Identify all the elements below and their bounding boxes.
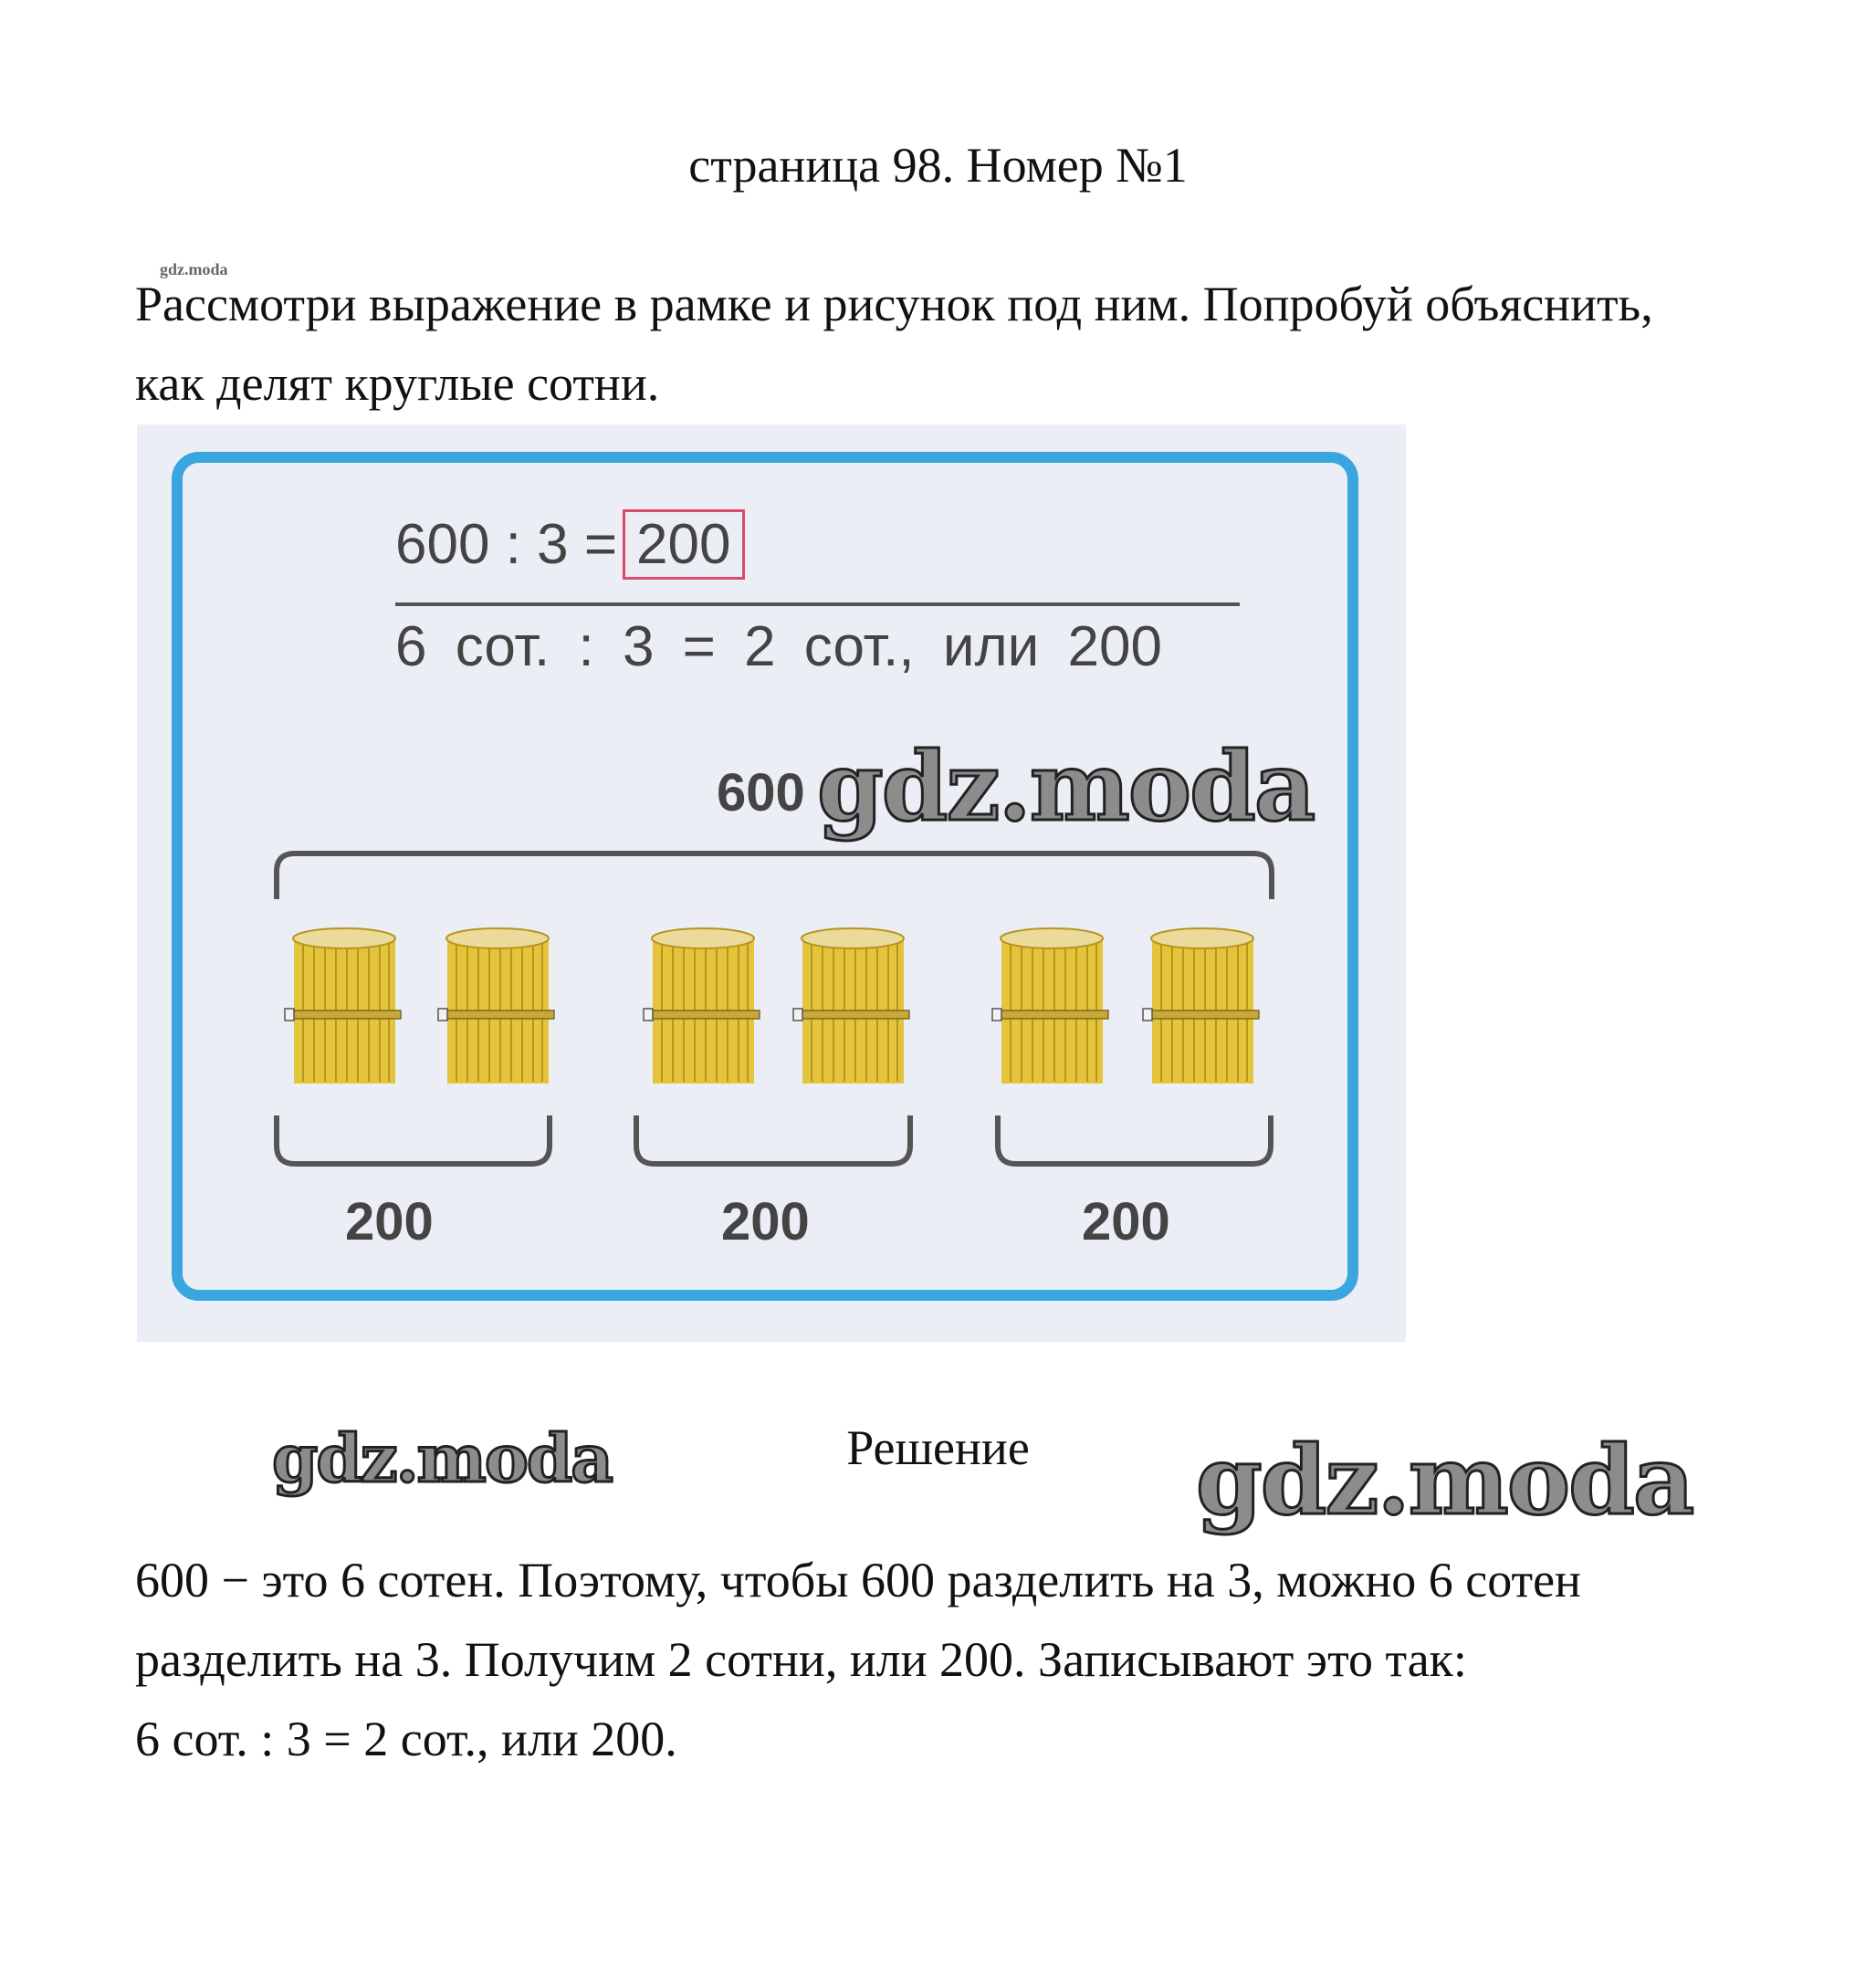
solution-title: Решение: [846, 1420, 1030, 1475]
top-bracket: [277, 853, 1272, 899]
solution-text: [135, 1541, 1778, 1779]
total-label: 600: [717, 763, 805, 822]
watermark-small: gdz.moda: [160, 260, 228, 278]
equation-answer-box: 200: [623, 509, 744, 580]
stick-bundle-icon: [1141, 925, 1264, 1089]
task-text: Рассмотри выражение в рамке и рисунок под ним. Попробуй объяснить, как делят круглые сотни.: [135, 277, 1653, 411]
stick-bundle-icon: [283, 925, 406, 1089]
stick-bundle-icon: [642, 925, 765, 1089]
watermark: gdz.moda: [817, 730, 1315, 843]
bottom-bracket: [998, 1115, 1271, 1164]
page-title: страница 98. Номер №1: [688, 138, 1188, 193]
stick-bundle-icon: [436, 925, 560, 1089]
part-label: 200: [345, 1192, 434, 1251]
bottom-bracket: [277, 1115, 550, 1164]
watermark: gdz.moda: [272, 1419, 612, 1497]
part-label: 200: [721, 1192, 810, 1251]
bottom-bracket: [636, 1115, 910, 1164]
stick-bundle-icon: [990, 925, 1114, 1089]
solution-line: разделить на 3. Получим 2 сотни, или 200. Записывают это так:: [135, 1632, 1467, 1687]
watermark: gdz.moda: [1196, 1424, 1693, 1536]
solution-line: 600 − это 6 сотен. Поэтому, чтобы 600 разделить на 3, можно 6 сотен: [135, 1553, 1581, 1607]
textbook-figure: [137, 424, 1406, 1342]
part-label: 200: [1082, 1192, 1170, 1251]
equation-left: 600 : 3 =: [395, 513, 618, 576]
solution-line: 6 сот. : 3 = 2 сот., или 200.: [135, 1712, 677, 1766]
equation-explained: 6 сот. : 3 = 2 сот., или 200: [395, 615, 1162, 678]
stick-bundle-icon: [791, 925, 915, 1089]
